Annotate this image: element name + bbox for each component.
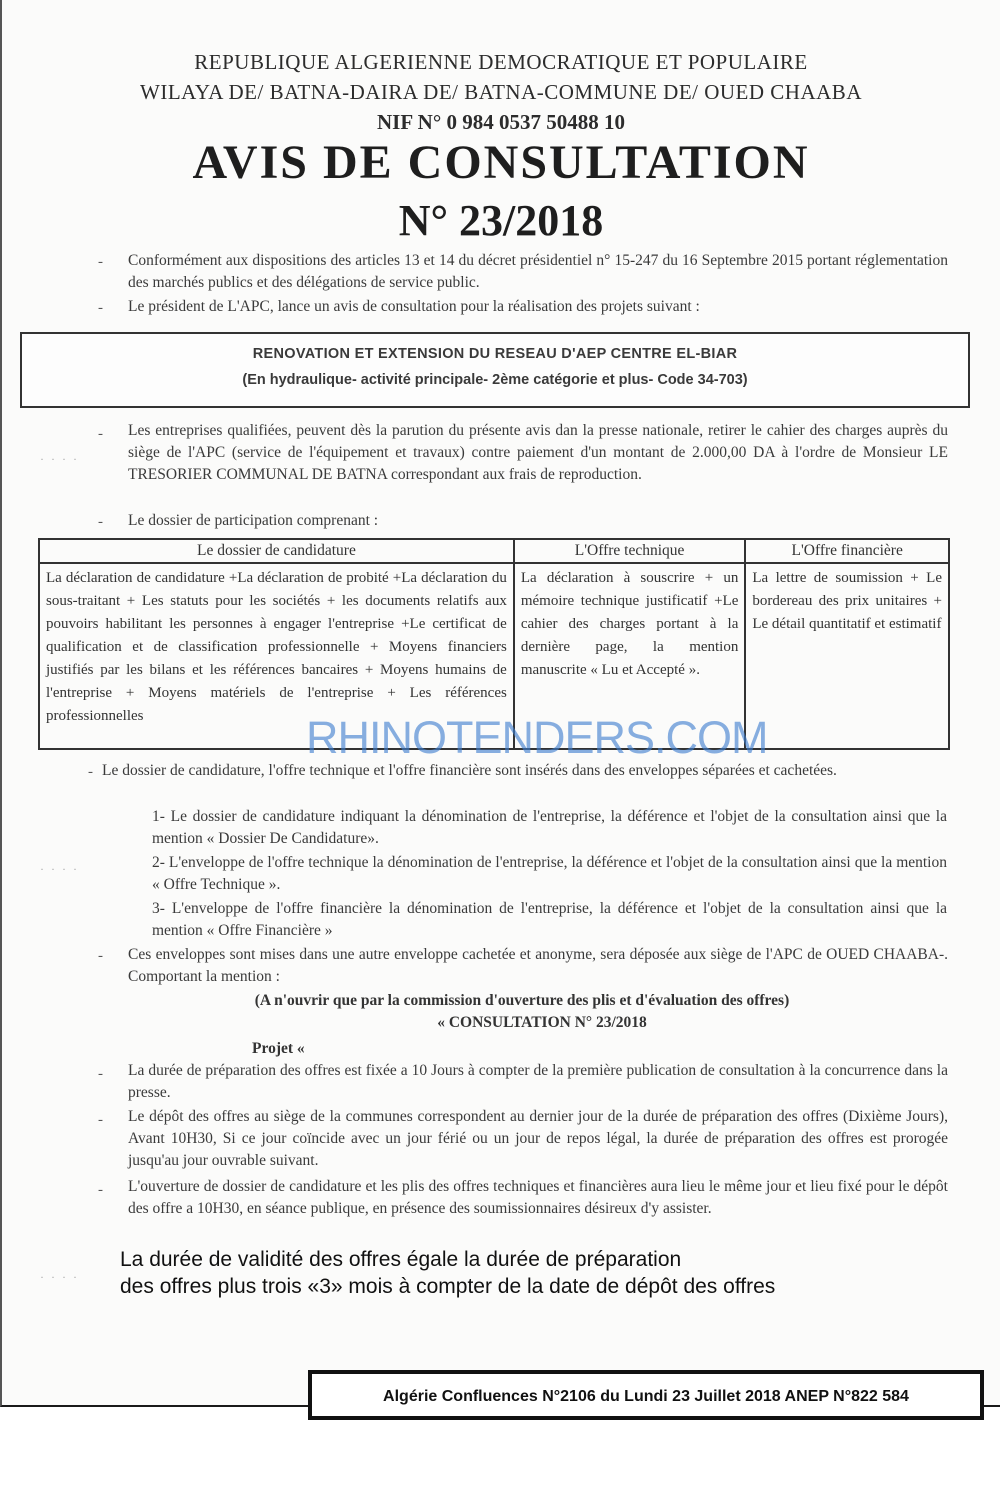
withdrawal-paragraph: Les entreprises qualifiées, peuvent dès la parution du présente avis dan la presse nationale, retirer le cahier des charges auprès du siège de l'APC (service de l'équipement et travaux) contre paiement d'un montant de 2.000,00 DA à l'ordre de Monsieur LE TRESORIER COMMUNAL DE BATNA correspondant aux frais de reproduction.: [128, 422, 948, 483]
header-candidature: Le dossier de candidature: [39, 539, 514, 563]
margin-mark: · · · ·: [40, 862, 79, 876]
header-wilaya: WILAYA DE/ BATNA-DAIRA DE/ BATNA-COMMUNE DE/ OUED CHAABA: [140, 80, 862, 104]
cell-candidature: La déclaration de candidature +La déclaration de probité +La déclaration du sous-traitant + Les statuts pour les sociétés + les documents relatifs aux pouvoirs habilitant les personnes à engager l'entreprise +Le certificat de qualification et de classification professionnelle + Moyens financiers justifiés par les bilans et les références bancaires + Moyens humains de l'entreprise + Moyens matériels de l'entreprise + Les références professionnelles: [39, 563, 514, 749]
publication-footer: [308, 1370, 984, 1420]
validity-line-2: des offres plus trois «3» mois à compter de la date de dépôt des offres: [120, 1275, 776, 1298]
margin-mark: · · · ·: [40, 1270, 79, 1284]
header-republic: REPUBLIQUE ALGERIENNE DEMOCRATIQUE ET POPULAIRE: [194, 50, 808, 74]
header-nif: NIF N° 0 984 0537 50488 10: [377, 110, 625, 134]
notice-title: AVIS DE CONSULTATION: [192, 136, 810, 189]
mention-consultation: « CONSULTATION N° 23/2018: [437, 1014, 647, 1031]
cell-offre-technique: La déclaration à souscrire + un mémoire technique justificatif +Le cahier des charges portant à la dernière page, la mention manuscrite « Lu et Accepté ».: [514, 563, 746, 749]
bullet-dash: -: [98, 1112, 103, 1128]
bullet-dash: -: [98, 514, 103, 530]
mention-projet: Projet «: [252, 1040, 305, 1057]
opening-paragraph: L'ouverture de dossier de candidature et les plis des offres techniques et financières aura lieu le même jour et lieu fixé pour le dépôt des offre a 10H30, en séance publique, en présence des soumissionnaires désireux d'y assister.: [128, 1178, 948, 1217]
envelope-item-3: 3- L'enveloppe de l'offre financière la dénomination de l'entreprise, la déférence et l'objet de la consultation ainsi que la mention « Offre Financière »: [152, 900, 947, 939]
validity-note: [120, 1246, 775, 1300]
margin-mark: · · · ·: [40, 452, 79, 466]
cell-offre-financiere: La lettre de soumission + Le bordereau des prix unitaires + Le détail quantitatif et estimatif: [745, 563, 949, 749]
mention-open-commission: (A n'ouvrir que par la commission d'ouverture des plis et d'évaluation des offres): [254, 992, 790, 1009]
notice-number: N° 23/2018: [398, 196, 604, 245]
watermark: RHINOTENDERS.COM: [306, 712, 768, 763]
bullet-dash: -: [98, 300, 103, 316]
outer-envelope-paragraph: Ces enveloppes sont mises dans une autre enveloppe cachetée et anonyme, sera déposée aux siège de l'APC de OUED CHAABA-. Comportant la mention :: [128, 946, 948, 985]
bullet-dash: -: [88, 764, 93, 780]
envelope-item-1: 1- Le dossier de candidature indiquant la dénomination de l'entreprise, la déférence et l'objet de la consultation ainsi que la mention « Dossier De Candidature».: [152, 808, 947, 847]
bullet-dash: -: [98, 1066, 103, 1082]
project-name: RENOVATION ET EXTENSION DU RESEAU D'AEP CENTRE EL-BIAR: [252, 346, 738, 362]
bullet-dash: -: [98, 1182, 103, 1198]
header-offre-financiere: L'Offre financière: [745, 539, 949, 563]
bullet-dash: -: [98, 426, 103, 442]
bullet-dash: -: [98, 254, 103, 270]
preparation-duration: La durée de préparation des offres est fixée a 10 Jours à compter de la première publication de consultation à la concurrence dans la presse.: [128, 1062, 948, 1101]
envelopes-intro: Le dossier de candidature, l'offre technique et l'offre financière sont insérés dans des enveloppes séparées et cachetées.: [102, 762, 837, 779]
intro-legal-basis: Conformément aux dispositions des articles 13 et 14 du décret présidentiel n° 15-247 du 16 Septembre 2015 portant réglementation des marchés publics et des délégations de service public.: [128, 252, 948, 291]
participation-intro: Le dossier de participation comprenant :: [128, 512, 379, 529]
bullet-dash: -: [98, 948, 103, 964]
validity-line-1: La durée de validité des offres égale la durée de préparation: [120, 1248, 682, 1271]
table-header-row: [39, 539, 949, 563]
intro-launch: Le président de L'APC, lance un avis de consultation pour la réalisation des projets suivant :: [128, 298, 700, 315]
project-box: [20, 332, 970, 408]
footer-text: Algérie Confluences N°2106 du Lundi 23 Juillet 2018 ANEP N°822 584: [383, 1388, 909, 1405]
envelope-item-2: 2- L'enveloppe de l'offre technique la dénomination de l'entreprise, la déférence et l'objet de la consultation ainsi que la mention « Offre Technique ».: [152, 854, 947, 893]
header-offre-technique: L'Offre technique: [514, 539, 746, 563]
deposit-paragraph: Le dépôt des offres au siège de la communes correspondent au dernier jour de la durée de préparation des offres (Dixième Jours), Avant 10H30, Si ce jour coïncide avec un jour férié ou un jour de repos légal, la durée de préparation des offres est prorogée jusqu'au jour ouvrable suivant.: [128, 1108, 948, 1169]
project-qualification: (En hydraulique- activité principale- 2ème catégorie et plus- Code 34-703): [242, 372, 748, 388]
